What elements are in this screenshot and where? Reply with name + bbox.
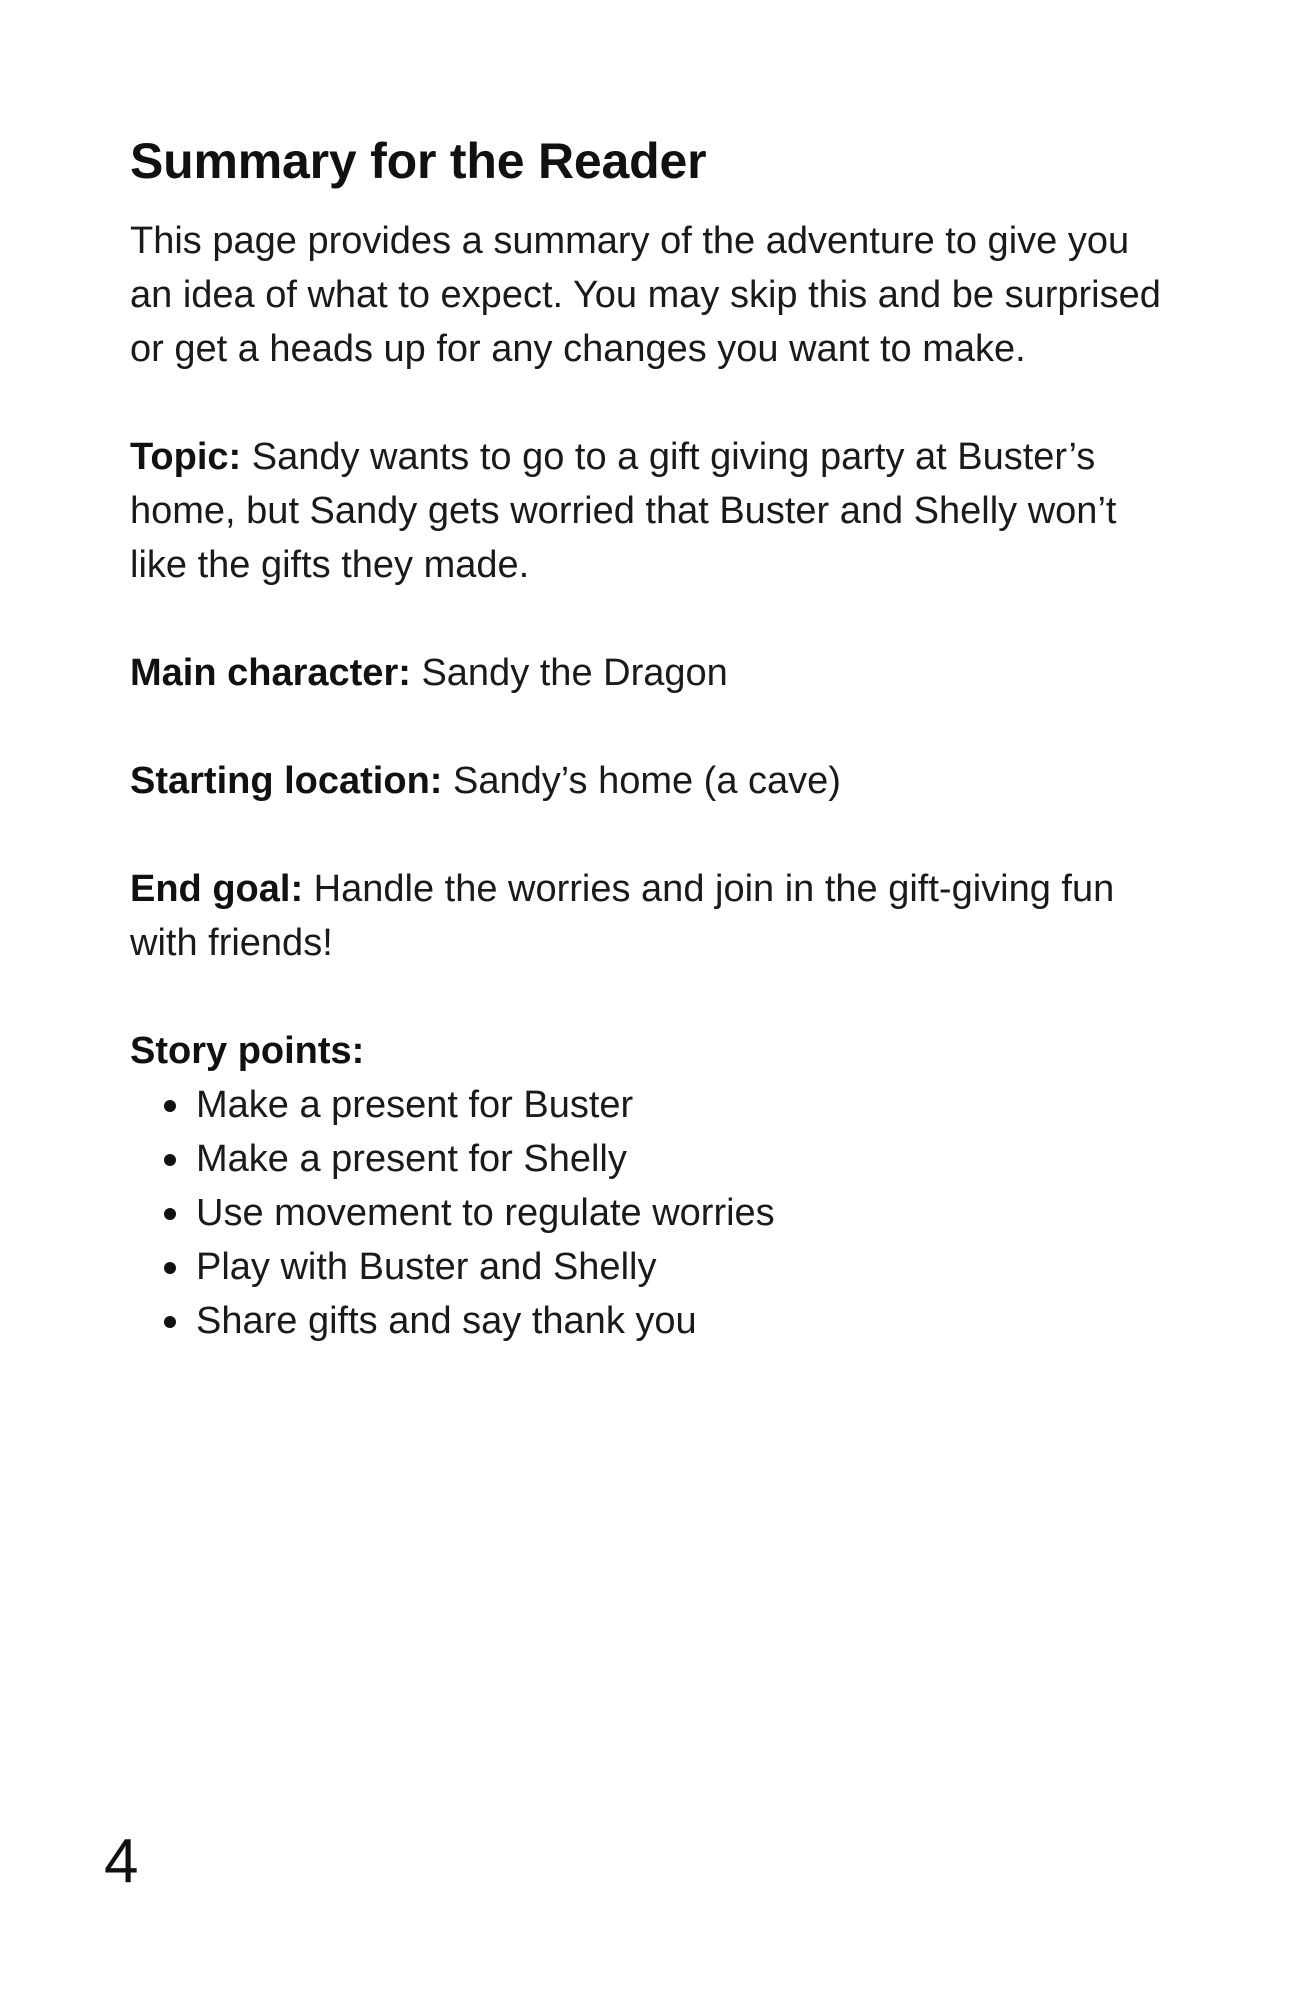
main-character-label: Main character: [130, 652, 411, 694]
main-character-paragraph [130, 646, 1180, 700]
starting-location-label: Starting location: [130, 760, 443, 802]
list-item [130, 1186, 1180, 1240]
story-points-label: Story points: [130, 1030, 365, 1072]
spacer [130, 700, 1180, 754]
list-item [130, 1294, 1180, 1348]
list-item [130, 1078, 1180, 1132]
summary-content [130, 128, 1180, 1348]
story-points-list [130, 1078, 1180, 1348]
bullet-icon [164, 1262, 176, 1274]
topic-text: Sandy wants to go to a gift giving party at Buster’s home, but Sandy gets worried that Buster and Shelly won’t like the gifts they made. [130, 436, 1117, 586]
bullet-icon [164, 1208, 176, 1220]
topic-paragraph [130, 430, 1180, 592]
starting-location-paragraph [130, 754, 1180, 808]
story-point-text: Make a present for Shelly [196, 1138, 627, 1180]
bullet-icon [164, 1100, 176, 1112]
page-title: Summary for the Reader [130, 133, 707, 189]
story-point-text: Use movement to regulate worries [196, 1192, 775, 1234]
spacer [130, 592, 1180, 646]
list-item [130, 1240, 1180, 1294]
story-point-text: Share gifts and say thank you [196, 1300, 697, 1342]
starting-location-text: Sandy’s home (a cave) [442, 760, 841, 802]
page-number: 4 [104, 1827, 139, 1896]
story-point-text: Make a present for Buster [196, 1084, 634, 1126]
list-item [130, 1132, 1180, 1186]
intro-paragraph: This page provides a summary of the adventure to give you an idea of what to expect. You may skip this and be surprised or get a heads up for any changes you want to make. [130, 220, 1161, 370]
bullet-icon [164, 1316, 176, 1328]
end-goal-paragraph [130, 862, 1180, 970]
spacer [130, 970, 1180, 1024]
spacer [130, 808, 1180, 862]
spacer [130, 376, 1180, 430]
end-goal-label: End goal: [130, 868, 304, 910]
bullet-icon [164, 1154, 176, 1166]
main-character-text: Sandy the Dragon [410, 652, 728, 694]
topic-label: Topic: [130, 436, 242, 478]
story-point-text: Play with Buster and Shelly [196, 1246, 657, 1288]
end-goal-text: Handle the worries and join in the gift-giving fun with friends! [130, 868, 1115, 964]
